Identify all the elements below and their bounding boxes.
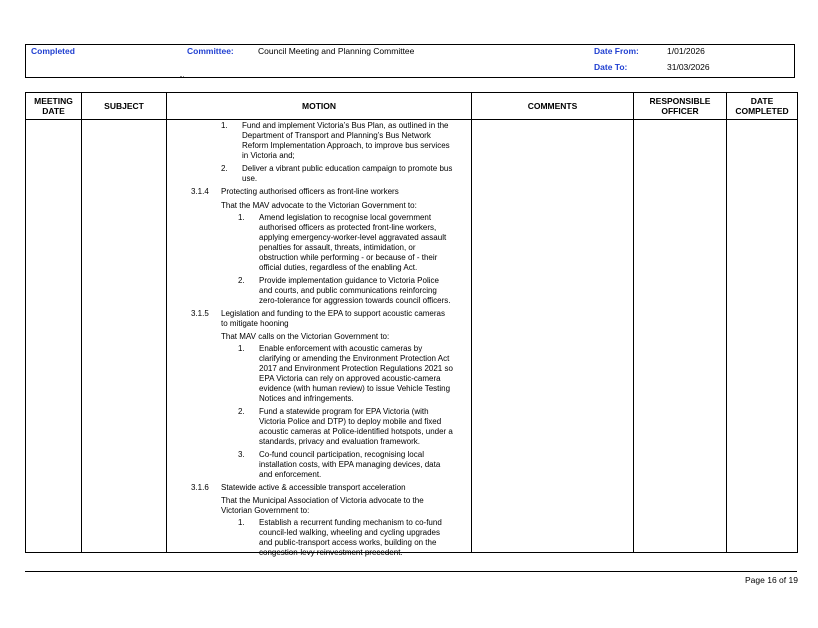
subject-cell — [82, 120, 167, 553]
page-number: Page 16 of 19 — [745, 575, 798, 585]
motion-line: 1. — [221, 121, 228, 130]
motion-line: 3.1.5 — [191, 309, 209, 318]
completed-cell — [727, 120, 798, 553]
motion-line: penalties for assault, threats, intimidation, or — [259, 243, 416, 252]
motion-line: and courts, and public communications reinforcing — [259, 286, 437, 295]
motion-line: evidence (with human review) to issue Vehicle Testing — [259, 384, 451, 393]
date-from-label: Date From: — [594, 46, 639, 56]
motion-line: council-led walking, wheeling and cycling upgrades — [259, 528, 440, 537]
motion-line: and public-transport access works, building on the — [259, 538, 437, 547]
header-divider — [180, 76, 184, 78]
motion-line: obstruction while performing - or because of - their — [259, 253, 438, 262]
table-header-row — [26, 93, 798, 120]
status-label: Completed — [31, 46, 75, 56]
footer-divider — [25, 571, 797, 572]
motion-line: clarifying or amending the Environment Protection Act — [259, 354, 450, 363]
motion-line: Co-fund council participation, recognising local — [259, 450, 424, 459]
motion-line: Amend legislation to recognise local government — [259, 213, 432, 222]
motion-line: Notices and infringements. — [259, 394, 354, 403]
motion-line: 2017 and Environment Protection Regulations 2021 so — [259, 364, 453, 373]
motion-line: acoustic cameras at Police-identified hotspots, under a — [259, 427, 453, 436]
motion-line: Statewide active & accessible transport acceleration — [221, 483, 406, 492]
motion-line: and enforcement. — [259, 470, 322, 479]
motion-line: 3.1.4 — [191, 187, 209, 196]
motion-line: 3. — [238, 450, 245, 459]
date-to-value: 31/03/2026 — [667, 62, 710, 72]
col-date-completed: DATE COMPLETED — [727, 93, 798, 120]
date-from-value: 1/01/2026 — [667, 46, 705, 56]
col-comments: COMMENTS — [472, 93, 634, 120]
motion-line: 3.1.6 — [191, 483, 209, 492]
motion-line: in Victoria and; — [242, 151, 295, 160]
motion-line: 1. — [238, 213, 245, 222]
committee-value: Council Meeting and Planning Committee — [258, 46, 415, 56]
motion-line: congestion-levy reinvestment precedent. — [259, 548, 403, 557]
motion-line: Provide implementation guidance to Victoria Police — [259, 276, 439, 285]
motion-cell — [167, 120, 472, 557]
motion-line: zero-tolerance for aggression towards council officers. — [259, 296, 451, 305]
motion-line: use. — [242, 174, 258, 183]
motion-line: Fund and implement Victoria’s Bus Plan, as outlined in the — [242, 121, 449, 130]
comments-cell — [472, 120, 634, 553]
committee-label: Committee: — [187, 46, 234, 56]
motion-line: That the Municipal Association of Victoria advocate to the — [221, 496, 424, 505]
col-subject: SUBJECT — [82, 93, 167, 120]
motion-line: Enable enforcement with acoustic cameras by — [259, 344, 423, 353]
motion-line: EPA Victoria can rely on approved acoustic-camera — [259, 374, 441, 383]
col-motion: MOTION — [167, 93, 472, 120]
actions-table — [25, 92, 798, 557]
motion-line: Establish a recurrent funding mechanism to co-fund — [259, 518, 442, 527]
motion-line: Protecting authorised officers as front-line workers — [221, 187, 399, 196]
meeting-date-cell — [26, 120, 82, 553]
motion-line: applying emergency-worker-level aggravated assault — [259, 233, 447, 242]
report-header — [25, 44, 795, 78]
motion-line: authorised officers as protected front-line workers, — [259, 223, 437, 232]
table-row — [26, 120, 798, 553]
motion-line: 2. — [221, 164, 228, 173]
motion-line: 2. — [238, 407, 245, 416]
motion-line: 1. — [238, 518, 245, 527]
motion-line: Deliver a vibrant public education campaign to promote bus — [242, 164, 453, 173]
col-meeting-date: MEETING DATE — [26, 93, 82, 120]
motion-line: That the MAV advocate to the Victorian Government to: — [221, 201, 417, 210]
officer-cell — [634, 120, 727, 553]
motion-line: Reform Implementation Approach, to improve bus services — [242, 141, 450, 150]
motion-line: standards, privacy and evaluation framework. — [259, 437, 420, 446]
motion-line: official duties, regardless of the enabling Act. — [259, 263, 418, 272]
motion-line: to mitigate hooning — [221, 319, 289, 328]
col-responsible-officer: RESPONSIBLE OFFICER — [634, 93, 727, 120]
motion-line: That MAV calls on the Victorian Government to: — [221, 332, 390, 341]
motion-line: Legislation and funding to the EPA to support acoustic cameras — [221, 309, 445, 318]
motion-line: installation costs, with EPA managing devices, data — [259, 460, 441, 469]
date-to-label: Date To: — [594, 62, 628, 72]
motion-line: Fund a statewide program for EPA Victoria (with — [259, 407, 429, 416]
motion-line: Department of Transport and Planning’s Bus Network — [242, 131, 431, 140]
motion-line: 2. — [238, 276, 245, 285]
motion-line: Victoria Police and DTP) to deploy mobile and fixed — [259, 417, 442, 426]
motion-line: 1. — [238, 344, 245, 353]
motion-line: Victorian Government to: — [221, 506, 310, 515]
